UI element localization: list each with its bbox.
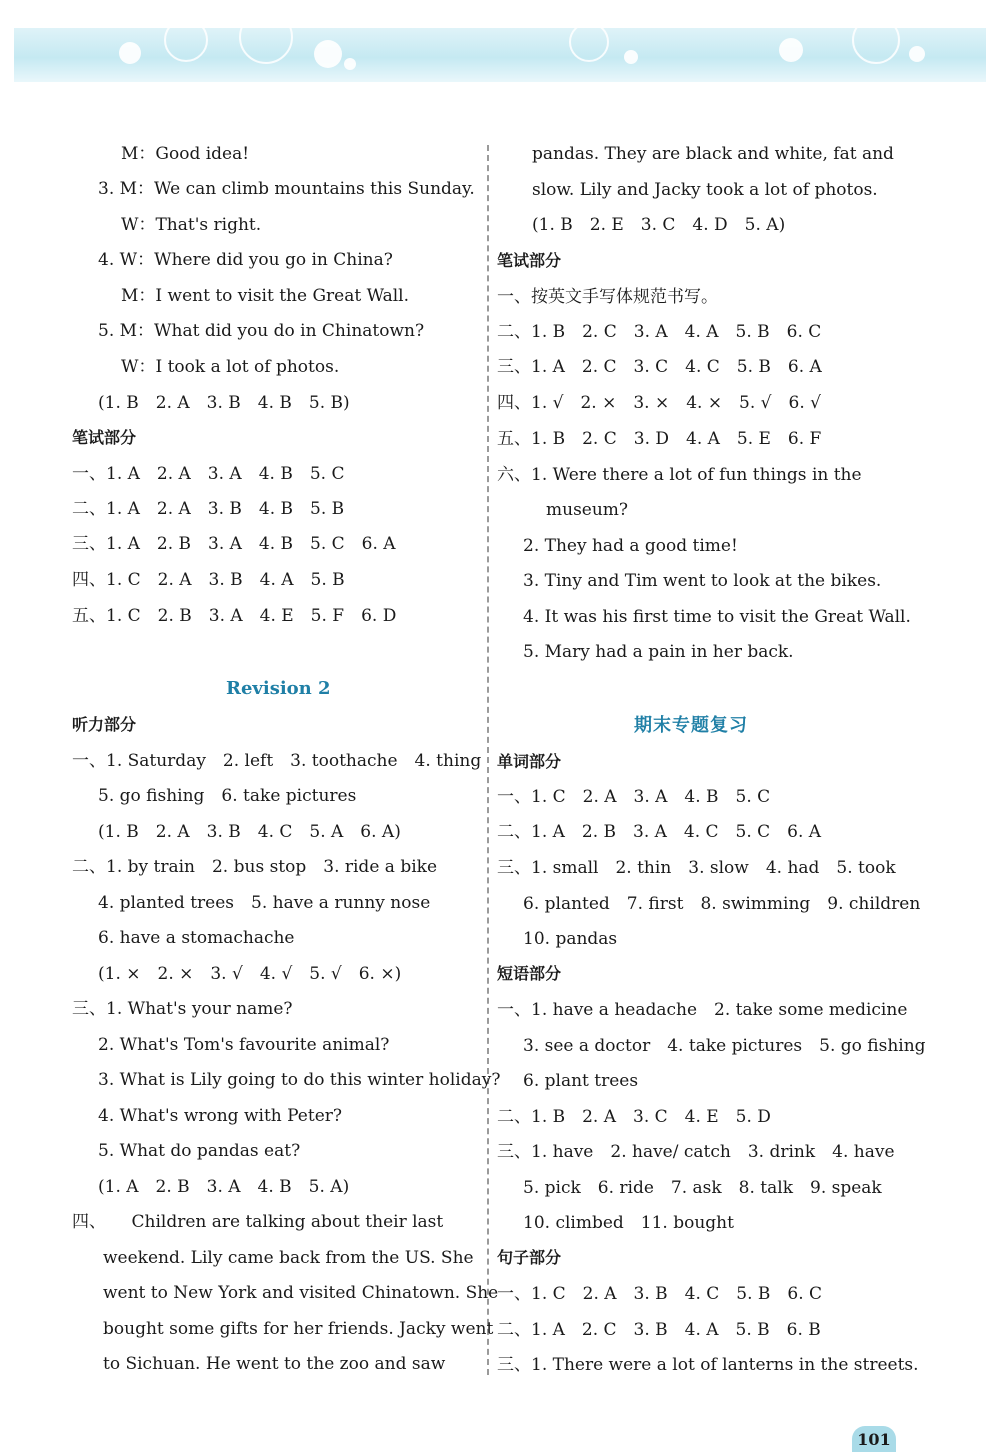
answer-line: 3. see a doctor 4. take pictures 5. go fishing bbox=[523, 1036, 926, 1056]
answer-line: to Sichuan. He went to the zoo and saw bbox=[103, 1354, 446, 1374]
answer-line: 一、1. C 2. A 3. A 4. B 5. C bbox=[497, 787, 771, 807]
answer-line: 三、1. A 2. B 3. A 4. B 5. C 6. A bbox=[72, 534, 396, 554]
answer-line: 四、1. √ 2. × 3. × 4. × 5. √ 6. √ bbox=[497, 393, 821, 413]
answer-line: 一、1. Saturday 2. left 3. toothache 4. thing bbox=[72, 751, 482, 771]
answer-line: 10. pandas bbox=[523, 929, 618, 949]
bubble-decoration bbox=[852, 28, 900, 64]
section-heading: 短语部分 bbox=[497, 964, 562, 983]
answer-line: 二、1. A 2. A 3. B 4. B 5. B bbox=[72, 499, 345, 519]
answer-line: 6. planted 7. first 8. swimming 9. children bbox=[523, 894, 921, 914]
answer-line: M：Good idea! bbox=[121, 144, 250, 164]
answer-line: M：I went to visit the Great Wall. bbox=[121, 286, 410, 306]
answer-line: 一、1. A 2. A 3. A 4. B 5. C bbox=[72, 464, 345, 484]
bubble-decoration bbox=[119, 42, 141, 64]
answer-line: 六、1. Were there a lot of fun things in the bbox=[497, 465, 862, 485]
answer-line: 4. W：Where did you go in China? bbox=[98, 250, 393, 270]
section-heading: 笔试部分 bbox=[497, 251, 562, 270]
section-heading: 单词部分 bbox=[497, 752, 562, 771]
bubble-decoration bbox=[344, 58, 356, 70]
bubble-decoration bbox=[314, 40, 342, 68]
answer-line: 6. have a stomachache bbox=[98, 928, 295, 948]
answer-line: 三、1. small 2. thin 3. slow 4. had 5. took bbox=[497, 858, 896, 878]
bubble-decoration bbox=[164, 28, 208, 62]
revision-title: Revision 2 bbox=[226, 678, 331, 699]
answer-line: 二、1. B 2. C 3. A 4. A 5. B 6. C bbox=[497, 322, 822, 342]
answer-line: (1. × 2. × 3. √ 4. √ 5. √ 6. ×) bbox=[98, 964, 402, 984]
answer-line: (1. B 2. A 3. B 4. B 5. B) bbox=[98, 393, 350, 413]
answer-line: 二、1. A 2. B 3. A 4. C 5. C 6. A bbox=[497, 822, 822, 842]
answer-line: W：I took a lot of photos. bbox=[121, 357, 340, 377]
answer-line: 4. What's wrong with Peter? bbox=[98, 1106, 343, 1126]
answer-line: 5. go fishing 6. take pictures bbox=[98, 786, 357, 806]
answer-line: 三、1. A 2. C 3. C 4. C 5. B 6. A bbox=[497, 357, 822, 377]
answer-line: (1. A 2. B 3. A 4. B 5. A) bbox=[98, 1177, 350, 1197]
answer-line: 5. pick 6. ride 7. ask 8. talk 9. speak bbox=[523, 1178, 882, 1198]
answer-line: 四、1. C 2. A 3. B 4. A 5. B bbox=[72, 570, 345, 590]
bubble-decoration bbox=[624, 50, 638, 64]
answer-line: 三、1. have 2. have/ catch 3. drink 4. have bbox=[497, 1142, 895, 1162]
answer-line: 一、按英文手写体规范书写。 bbox=[497, 287, 718, 307]
answer-line: 5. M：What did you do in Chinatown? bbox=[98, 321, 425, 341]
answer-line: 一、1. have a headache 2. take some medicine bbox=[497, 1000, 908, 1020]
answer-line: 2. They had a good time! bbox=[523, 536, 738, 556]
answer-line: pandas. They are black and white, fat and bbox=[532, 144, 894, 164]
answer-line: W：That's right. bbox=[121, 215, 262, 235]
answer-line: slow. Lily and Jacky took a lot of photos. bbox=[532, 180, 878, 200]
answer-line: weekend. Lily came back from the US. She bbox=[103, 1248, 474, 1268]
answer-line: museum? bbox=[546, 500, 629, 520]
section-heading: 句子部分 bbox=[497, 1248, 562, 1267]
column-divider bbox=[487, 145, 489, 1375]
answer-line: 6. plant trees bbox=[523, 1071, 639, 1091]
answer-line: 三、1. There were a lot of lanterns in the streets. bbox=[497, 1355, 919, 1375]
answer-line: 3. What is Lily going to do this winter holiday? bbox=[98, 1070, 501, 1090]
answer-line: 一、1. C 2. A 3. B 4. C 5. B 6. C bbox=[497, 1284, 823, 1304]
answer-line: went to New York and visited Chinatown. She bbox=[103, 1283, 499, 1303]
answer-line: 五、1. B 2. C 3. D 4. A 5. E 6. F bbox=[497, 429, 822, 449]
answer-line: 二、1. A 2. C 3. B 4. A 5. B 6. B bbox=[497, 1320, 821, 1340]
answer-line: bought some gifts for her friends. Jacky went bbox=[103, 1319, 494, 1339]
answer-line: 三、1. What's your name? bbox=[72, 999, 293, 1019]
answer-line: 二、1. by train 2. bus stop 3. ride a bike bbox=[72, 857, 438, 877]
bubble-decoration bbox=[239, 28, 293, 64]
answer-line: 4. planted trees 5. have a runny nose bbox=[98, 893, 431, 913]
answer-line: 3. M：We can climb mountains this Sunday. bbox=[98, 179, 475, 199]
final-review-title: 期末专题复习 bbox=[634, 715, 748, 736]
section-heading: 听力部分 bbox=[72, 715, 137, 734]
bubble-decoration bbox=[569, 28, 609, 62]
answer-line: 五、1. C 2. B 3. A 4. E 5. F 6. D bbox=[72, 606, 397, 626]
answer-line: 5. Mary had a pain in her back. bbox=[523, 642, 794, 662]
header-banner bbox=[14, 28, 986, 82]
answer-line: 四、 Children are talking about their last bbox=[72, 1212, 444, 1232]
answer-line: 2. What's Tom's favourite animal? bbox=[98, 1035, 390, 1055]
answer-line: 10. climbed 11. bought bbox=[523, 1213, 734, 1233]
answer-line: (1. B 2. A 3. B 4. C 5. A 6. A) bbox=[98, 822, 401, 842]
answer-line: 二、1. B 2. A 3. C 4. E 5. D bbox=[497, 1107, 771, 1127]
answer-line: (1. B 2. E 3. C 4. D 5. A) bbox=[532, 215, 786, 235]
section-heading: 笔试部分 bbox=[72, 428, 137, 447]
bubble-decoration bbox=[909, 46, 925, 62]
bubble-decoration bbox=[779, 38, 803, 62]
answer-line: 3. Tiny and Tim went to look at the bikes. bbox=[523, 571, 882, 591]
answer-line: 5. What do pandas eat? bbox=[98, 1141, 301, 1161]
page-number: 101 bbox=[852, 1426, 896, 1452]
answer-line: 4. It was his first time to visit the Great Wall. bbox=[523, 607, 911, 627]
